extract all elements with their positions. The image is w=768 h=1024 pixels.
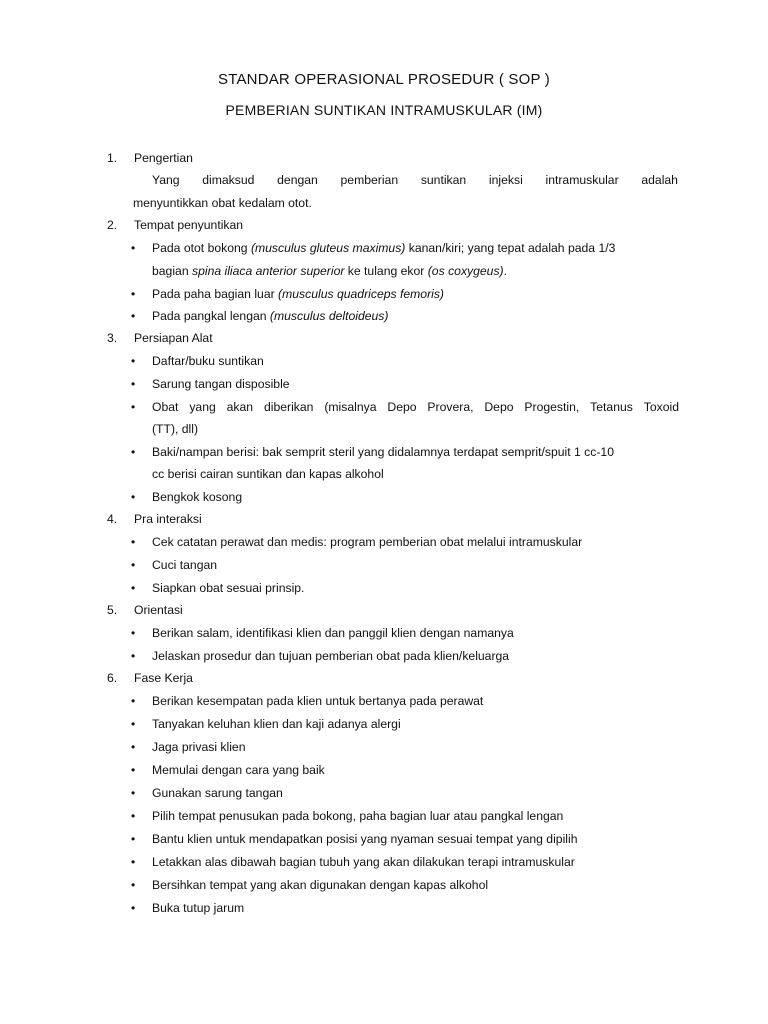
list-item-text-cont: (TT), dll): [152, 422, 199, 436]
document-title: STANDAR OPERASIONAL PROSEDUR ( SOP ): [218, 71, 550, 88]
bullet-icon: •: [131, 694, 136, 708]
word: Yang: [152, 173, 180, 187]
document-subtitle: PEMBERIAN SUNTIKAN INTRAMUSKULAR (IM): [225, 102, 543, 118]
section-number: 3.: [107, 331, 118, 345]
list-item-text: Berikan salam, identifikasi klien dan panggil klien dengan namanya: [152, 626, 514, 640]
list-item-text: Memulai dengan cara yang baik: [152, 763, 325, 777]
bullet-icon: •: [131, 740, 136, 754]
list-item-text: Buka tutup jarum: [152, 901, 245, 915]
bullet-icon: •: [131, 309, 136, 323]
word: injeksi: [488, 173, 523, 187]
bullet-icon: •: [131, 241, 136, 255]
section-3-heading: [107, 331, 213, 345]
bullet-icon: •: [131, 490, 136, 504]
list-item-text-cont: bagian spina iliaca anterior superior ke tulang ekor (os coxygeus).: [152, 264, 508, 278]
list-item-text: Daftar/buku suntikan: [152, 354, 264, 368]
list-item-text: Bersihkan tempat yang akan digunakan dengan kapas alkohol: [152, 878, 489, 892]
list-item-text: Cek catatan perawat dan medis: program pemberian obat melalui intramuskular: [152, 535, 583, 549]
section-title: Orientasi: [134, 603, 183, 617]
section-title: Fase Kerja: [134, 671, 193, 685]
bullet-icon: •: [131, 832, 136, 846]
bullet-icon: •: [131, 717, 136, 731]
list-item-text: Obat yang akan diberikan (misalnya Depo Provera, Depo Progestin, Tetanus Toxoid: [152, 400, 679, 414]
section-1-heading: [107, 151, 193, 165]
word: dimaksud: [202, 173, 255, 187]
list-item-text: Bantu klien untuk mendapatkan posisi yang nyaman sesuai tempat yang dipilih: [152, 832, 578, 846]
bullet-icon: •: [131, 445, 136, 459]
list-item-text: Pada otot bokong (musculus gluteus maximus) kanan/kiri; yang tepat adalah pada 1/3: [152, 241, 616, 255]
bullet-icon: •: [131, 535, 136, 549]
list-item-text: Cuci tangan: [152, 558, 218, 572]
section-6-heading: [107, 671, 193, 685]
section-number: 4.: [107, 512, 118, 526]
bullet-icon: •: [131, 354, 136, 368]
bullet-icon: •: [131, 786, 136, 800]
bullet-icon: •: [131, 400, 136, 414]
list-item-text: Pada pangkal lengan (musculus deltoideus): [152, 309, 389, 323]
bullet-icon: •: [131, 558, 136, 572]
section-number: 2.: [107, 218, 118, 232]
list-item-text: Sarung tangan disposible: [152, 377, 290, 391]
bullet-icon: •: [131, 287, 136, 301]
section-2-heading: [107, 218, 243, 232]
section-4-heading: [107, 512, 202, 526]
word: dengan: [277, 173, 318, 187]
list-item-text: Tanyakan keluhan klien dan kaji adanya alergi: [152, 717, 401, 731]
section-5-heading: [107, 603, 183, 617]
word: pemberian: [340, 173, 399, 187]
list-item-text: Letakkan alas dibawah bagian tubuh yang akan dilakukan terapi intramuskular: [152, 855, 575, 869]
word: intramuskular: [545, 173, 619, 187]
list-item-text: Jaga privasi klien: [152, 740, 246, 754]
list-item-text: Baki/nampan berisi: bak semprit steril yang didalamnya terdapat semprit/spuit 1 cc-10: [152, 445, 614, 459]
list-item-text: Berikan kesempatan pada klien untuk bertanya pada perawat: [152, 694, 484, 708]
bullet-icon: •: [131, 377, 136, 391]
list-item-text: Pada paha bagian luar (musculus quadriceps femoris): [152, 287, 444, 301]
bullet-icon: •: [131, 855, 136, 869]
list-item-text: Jelaskan prosedur dan tujuan pemberian obat pada klien/keluarga: [152, 649, 510, 663]
list-item-text-cont: cc berisi cairan suntikan dan kapas alkohol: [152, 467, 384, 481]
bullet-icon: •: [131, 901, 136, 915]
section-title: Pengertian: [134, 151, 193, 165]
list-item-text: Pilih tempat penusukan pada bokong, paha bagian luar atau pangkal lengan: [152, 809, 564, 823]
bullet-icon: •: [131, 649, 136, 663]
section-number: 5.: [107, 603, 118, 617]
s1-paragraph-line2: menyuntikkan obat kedalam otot.: [133, 196, 312, 210]
section-number: 6.: [107, 671, 118, 685]
bullet-icon: •: [131, 581, 136, 595]
bullet-icon: •: [131, 763, 136, 777]
section-title: Tempat penyuntikan: [134, 218, 244, 232]
section-title: Pra interaksi: [134, 512, 202, 526]
bullet-icon: •: [131, 878, 136, 892]
list-item-text: Bengkok kosong: [152, 490, 243, 504]
bullet-icon: •: [131, 626, 136, 640]
list-item-text: Siapkan obat sesuai prinsip.: [152, 581, 305, 595]
s1-paragraph-line1: [152, 173, 678, 187]
word: suntikan: [420, 173, 467, 187]
section-title: Persiapan Alat: [134, 331, 213, 345]
list-item-text: Gunakan sarung tangan: [152, 786, 283, 800]
section-number: 1.: [107, 151, 118, 165]
bullet-icon: •: [131, 809, 136, 823]
word: adalah: [641, 173, 678, 187]
